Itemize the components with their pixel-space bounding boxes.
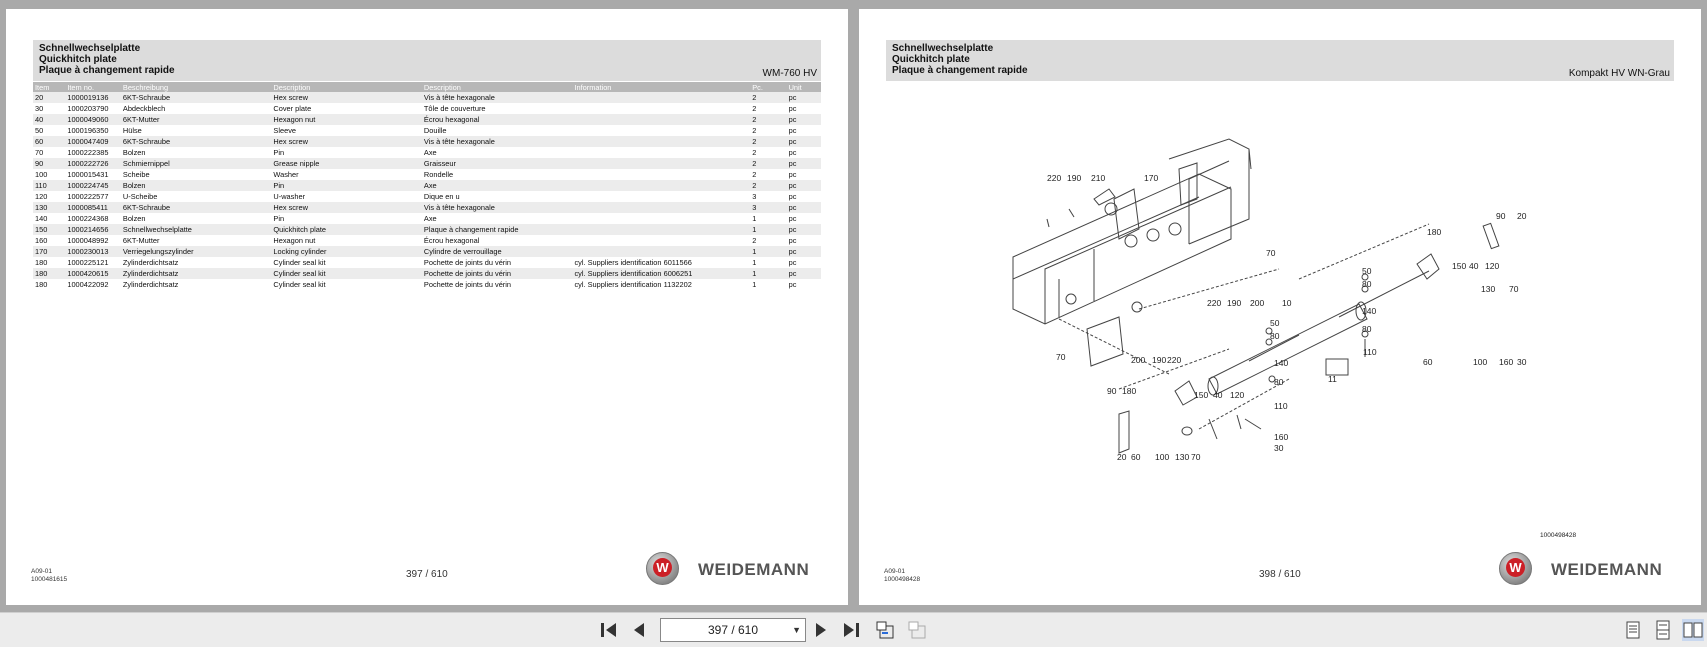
cell-item: 180 — [35, 258, 48, 267]
cell-pc: 2 — [750, 114, 786, 125]
cell-pc: 2 — [752, 126, 757, 135]
logo-emblem-icon: W — [1499, 552, 1532, 585]
table-row — [33, 235, 821, 246]
cell-beschreibung: 6KT-Schraube — [121, 136, 272, 147]
callout-label: 100 — [1155, 452, 1170, 462]
table-row — [33, 268, 821, 279]
cell-item: 110 — [33, 180, 65, 191]
cell-information — [572, 103, 750, 114]
table-row — [33, 136, 821, 147]
cell-description-fr: Axe — [422, 180, 573, 191]
cell-pc: 2 — [750, 180, 786, 191]
cell-description-fr: Vis à tête hexagonale — [422, 92, 573, 103]
back-view-icon — [875, 619, 897, 641]
callout-label: 70 — [1056, 352, 1066, 362]
cell-description-fr: Axe — [423, 148, 437, 157]
cell-unit: pc — [787, 246, 821, 257]
cell-unit: pc — [787, 224, 821, 235]
cell-information: cyl. Suppliers identification 1132202 — [574, 280, 692, 289]
cell-unit: pc — [787, 92, 821, 103]
callout-label: 110 — [1363, 347, 1377, 357]
cell-description-en: Hexagon nut — [273, 236, 316, 245]
col-description-en: Description — [271, 82, 422, 92]
cell-information — [572, 213, 750, 224]
callout-label: 150 — [1194, 390, 1209, 400]
cell-item-no: 1000203790 — [67, 104, 109, 113]
chevron-down-icon[interactable]: ▼ — [792, 625, 801, 635]
footer-code: A09-01 — [31, 568, 52, 575]
cell-pc: 1 — [750, 246, 786, 257]
cell-description-fr: Plaque à changement rapide — [422, 224, 573, 235]
col-information: Information — [572, 82, 750, 92]
cell-unit: pc — [788, 126, 797, 135]
cell-item: 100 — [35, 170, 48, 179]
cell-description-en: Cylinder seal kit — [273, 280, 326, 289]
callout-label: 220 — [1167, 355, 1182, 365]
last-page-button[interactable] — [840, 619, 862, 641]
cell-unit: pc — [788, 148, 797, 157]
table-row — [33, 191, 821, 202]
cell-information — [572, 235, 750, 246]
table-row — [33, 169, 821, 180]
callout-label: 50 — [1270, 318, 1280, 328]
exploded-parts-diagram — [999, 129, 1527, 519]
cell-item-no: 1000222577 — [67, 192, 109, 201]
cell-item: 60 — [33, 136, 65, 147]
cell-item: 180 — [33, 268, 65, 279]
forward-view-button[interactable] — [907, 619, 929, 641]
callout-label: 130 — [1481, 284, 1496, 294]
callout-label: 80 — [1362, 279, 1372, 289]
cell-item-no: 1000224745 — [65, 180, 121, 191]
first-page-button[interactable] — [598, 619, 620, 641]
cell-item-no: 1000049060 — [65, 114, 121, 125]
previous-page-icon — [628, 619, 650, 641]
callout-label: 40 — [1469, 261, 1479, 271]
cell-beschreibung: Bolzen — [122, 148, 146, 157]
cell-item: 160 — [35, 236, 48, 245]
cell-item-no: 1000225121 — [67, 258, 109, 267]
callout-label: 160 — [1499, 357, 1514, 367]
table-row — [33, 125, 821, 136]
callout-label: 190 — [1067, 173, 1082, 183]
cell-item: 90 — [33, 158, 65, 169]
callout-label: 210 — [1091, 173, 1106, 183]
cell-description-fr: Vis à tête hexagonale — [422, 202, 573, 213]
cell-item-no: 1000019136 — [65, 92, 121, 103]
cell-information — [572, 125, 750, 136]
logo-emblem-icon: W — [646, 552, 679, 585]
cell-unit: pc — [787, 202, 821, 213]
cell-information — [572, 191, 750, 202]
cell-item-no: 1000085411 — [65, 202, 121, 213]
cell-description-fr: Pochette de joints du vérin — [423, 280, 512, 289]
cell-beschreibung: 6KT-Mutter — [122, 236, 160, 245]
previous-page-button[interactable] — [628, 619, 650, 641]
callout-label: 90 — [1107, 386, 1117, 396]
cell-pc: 2 — [750, 92, 786, 103]
callout-label: 140 — [1362, 306, 1377, 316]
cell-description-en: Quickhitch plate — [271, 224, 422, 235]
cell-description-en: Pin — [273, 148, 285, 157]
callout-label: 60 — [1131, 452, 1141, 462]
cell-item-no: 1000422092 — [67, 280, 109, 289]
cell-item: 150 — [33, 224, 65, 235]
cell-pc: 1 — [752, 258, 757, 267]
table-row — [33, 147, 821, 158]
logo-text: WEIDEMANN — [1551, 560, 1663, 579]
cell-information — [572, 180, 750, 191]
cell-description-fr: Graisseur — [422, 158, 573, 169]
cell-information — [572, 147, 750, 158]
cell-information — [572, 158, 750, 169]
cell-beschreibung: Verriegelungszylinder — [121, 246, 272, 257]
table-row — [33, 158, 821, 169]
callout-label: 200 — [1250, 298, 1265, 308]
two-page-view-button[interactable] — [1682, 619, 1704, 641]
cell-unit: pc — [787, 158, 821, 169]
callout-label: 80 — [1274, 377, 1284, 387]
continuous-page-icon — [1652, 619, 1674, 641]
cell-pc: 3 — [752, 192, 757, 201]
cell-unit: pc — [788, 258, 797, 267]
cell-unit: pc — [788, 170, 797, 179]
table-row — [33, 202, 821, 213]
cell-pc: 2 — [750, 136, 786, 147]
title-de: Schnellwechselplatte — [39, 43, 141, 54]
parts-table-body — [33, 92, 821, 290]
table-row — [33, 246, 821, 257]
cell-item-no: 1000214656 — [65, 224, 121, 235]
cell-beschreibung: Zylinderdichtsatz — [122, 280, 179, 289]
right-page — [859, 9, 1701, 605]
cell-unit: pc — [787, 136, 821, 147]
callout-label: 150 — [1452, 261, 1467, 271]
page-number: 397 / 610 — [406, 569, 448, 580]
diagram-drawing — [1013, 139, 1499, 453]
callout-label: 80 — [1270, 331, 1280, 341]
cell-description-fr: Douille — [423, 126, 447, 135]
col-description-fr: Description — [422, 82, 573, 92]
cell-pc: 3 — [750, 202, 786, 213]
left-page — [6, 9, 848, 605]
page-number: 398 / 610 — [1259, 569, 1301, 580]
cell-unit: pc — [787, 268, 821, 279]
back-view-button[interactable] — [875, 619, 897, 641]
table-header-row — [33, 82, 821, 92]
cell-description-en: Hex screw — [271, 136, 422, 147]
callout-label: 80 — [1362, 324, 1372, 334]
callout-label: 170 — [1144, 173, 1159, 183]
cell-description-fr: Pochette de joints du vérin — [422, 268, 573, 279]
cell-unit: pc — [788, 280, 797, 289]
callout-label: 90 — [1496, 211, 1506, 221]
cell-description-en: Cylinder seal kit — [273, 258, 326, 267]
cell-item-no: 1000222726 — [65, 158, 121, 169]
cell-description-en: Cylinder seal kit — [271, 268, 422, 279]
cell-description-fr: Pochette de joints du vérin — [423, 258, 512, 267]
footer-code: A09-01 — [884, 568, 905, 575]
table-row — [33, 92, 821, 103]
cell-information — [572, 114, 750, 125]
cell-information — [572, 136, 750, 147]
callout-label: 70 — [1191, 452, 1201, 462]
cell-pc: 1 — [752, 280, 757, 289]
table-row — [33, 180, 821, 191]
col-beschreibung: Beschreibung — [121, 82, 272, 92]
cell-beschreibung: Bolzen — [121, 180, 272, 191]
cell-description-en: Pin — [271, 180, 422, 191]
title-en: Quickhitch plate — [39, 54, 117, 65]
callout-label: 70 — [1509, 284, 1519, 294]
cell-item: 120 — [35, 192, 48, 201]
cell-information — [572, 92, 750, 103]
cell-item-no: 1000230013 — [65, 246, 121, 257]
cell-item: 140 — [35, 214, 48, 223]
cell-item-no: 1000047409 — [65, 136, 121, 147]
cell-item: 70 — [35, 148, 44, 157]
callout-label: 110 — [1274, 401, 1288, 411]
cell-beschreibung: 6KT-Schraube — [121, 202, 272, 213]
cell-information — [572, 169, 750, 180]
page-number-value: 397 / 610 — [707, 623, 759, 637]
cell-description-fr: Écrou hexagonal — [422, 114, 573, 125]
cell-unit: pc — [788, 192, 797, 201]
model-name: WM-760 HV — [762, 68, 817, 79]
callout-label: 100 — [1473, 357, 1488, 367]
callout-label: 160 — [1274, 432, 1289, 442]
cell-beschreibung: Bolzen — [122, 214, 146, 223]
cell-pc: 1 — [750, 224, 786, 235]
callout-label: 10 — [1282, 298, 1292, 308]
callout-label: 20 — [1117, 452, 1127, 462]
continuous-page-view-button[interactable] — [1652, 619, 1674, 641]
table-row — [33, 213, 821, 224]
callout-label: 20 — [1517, 211, 1527, 221]
cell-beschreibung: 6KT-Mutter — [121, 114, 272, 125]
model-name: Kompakt HV WN-Grau — [1568, 68, 1670, 79]
cell-beschreibung: Hülse — [122, 126, 142, 135]
cell-description-en: Hexagon nut — [271, 114, 422, 125]
callout-label: 60 — [1423, 357, 1433, 367]
title-fr: Plaque à changement rapide — [39, 65, 175, 76]
col-pc: Pc. — [750, 82, 786, 92]
cell-information — [572, 202, 750, 213]
drawing-number: 1000498428 — [1540, 532, 1577, 539]
callout-label: 120 — [1230, 390, 1245, 400]
cell-item: 20 — [33, 92, 65, 103]
title-fr: Plaque à changement rapide — [892, 65, 1028, 76]
cell-item: 30 — [35, 104, 44, 113]
callout-label: 30 — [1517, 357, 1527, 367]
cell-item: 50 — [35, 126, 44, 135]
cell-beschreibung: Zylinderdichtsatz — [122, 258, 179, 267]
right-header — [886, 40, 1674, 81]
callout-label: 40 — [1213, 390, 1223, 400]
cell-pc: 2 — [752, 170, 757, 179]
cell-pc: 2 — [752, 104, 757, 113]
cell-beschreibung: Zylinderdichtsatz — [121, 268, 272, 279]
table-row — [33, 114, 821, 125]
title-en: Quickhitch plate — [892, 54, 970, 65]
cell-pc: 2 — [752, 148, 757, 157]
table-row — [33, 103, 821, 114]
title-de: Schnellwechselplatte — [892, 43, 994, 54]
cell-description-fr: Rondelle — [423, 170, 454, 179]
cell-description-en: Cover plate — [273, 104, 312, 113]
cell-description-fr: Dique en u — [423, 192, 460, 201]
cell-description-en: Grease nipple — [271, 158, 422, 169]
cell-item: 180 — [35, 280, 48, 289]
cell-beschreibung: 6KT-Schraube — [121, 92, 272, 103]
cell-description-en: Hex screw — [271, 92, 422, 103]
callout-label: 140 — [1274, 358, 1289, 368]
page-number-input[interactable] — [660, 618, 806, 642]
cell-description-fr: Axe — [423, 214, 437, 223]
cell-pc: 2 — [750, 158, 786, 169]
cell-unit: pc — [787, 180, 821, 191]
cell-description-fr: Écrou hexagonal — [423, 236, 480, 245]
cell-item-no: 1000222385 — [67, 148, 109, 157]
cell-beschreibung: Abdeckblech — [122, 104, 166, 113]
callout-label: 190 — [1227, 298, 1242, 308]
left-header — [33, 40, 821, 81]
footer-doc-number: 1000481615 — [31, 576, 68, 583]
cell-description-en: Pin — [273, 214, 285, 223]
table-row — [33, 257, 821, 268]
cell-information: cyl. Suppliers identification 6006251 — [572, 268, 750, 279]
cell-unit: pc — [787, 114, 821, 125]
cell-information — [572, 224, 750, 235]
cell-description-fr: Vis à tête hexagonale — [422, 136, 573, 147]
cell-item-no: 1000196350 — [67, 126, 109, 135]
cell-beschreibung: U-Scheibe — [122, 192, 158, 201]
callout-label: 190 — [1152, 355, 1167, 365]
cell-description-fr: Tôle de couverture — [423, 104, 486, 113]
parts-table — [33, 82, 821, 290]
callout-label: 130 — [1175, 452, 1190, 462]
cell-item-no: 1000224368 — [67, 214, 109, 223]
cell-item-no: 1000015431 — [67, 170, 109, 179]
next-page-button[interactable] — [810, 619, 832, 641]
cell-beschreibung: Schnellwechselplatte — [121, 224, 272, 235]
first-page-icon — [598, 619, 620, 641]
last-page-icon — [840, 619, 862, 641]
cell-description-en: U-washer — [273, 192, 306, 201]
col-item-no: Item no. — [65, 82, 121, 92]
callout-label: 70 — [1266, 248, 1276, 258]
cell-description-en: Locking cylinder — [271, 246, 422, 257]
callout-label: 120 — [1485, 261, 1500, 271]
cell-description-en: Hex screw — [271, 202, 422, 213]
two-page-icon — [1682, 619, 1704, 641]
cell-description-en: Washer — [273, 170, 299, 179]
cell-description-fr: Cylindre de verrouillage — [422, 246, 573, 257]
callout-label: 220 — [1047, 173, 1062, 183]
single-page-icon — [1622, 619, 1644, 641]
weidemann-logo — [646, 552, 836, 588]
cell-unit: pc — [788, 214, 797, 223]
cell-beschreibung: Schmiernippel — [121, 158, 272, 169]
cell-unit: pc — [788, 236, 797, 245]
single-page-view-button[interactable] — [1622, 619, 1644, 641]
callout-label: 200 — [1131, 355, 1146, 365]
cell-pc: 1 — [752, 214, 757, 223]
callout-label: 11 — [1328, 374, 1337, 384]
cell-pc: 1 — [750, 268, 786, 279]
table-row — [33, 224, 821, 235]
col-item: Item — [33, 82, 65, 92]
viewer-toolbar — [0, 612, 1707, 647]
cell-item-no: 1000048992 — [67, 236, 109, 245]
cell-pc: 2 — [752, 236, 757, 245]
callout-label: 50 — [1362, 266, 1372, 276]
cell-item: 130 — [33, 202, 65, 213]
next-page-icon — [810, 619, 832, 641]
table-row — [33, 279, 821, 290]
cell-beschreibung: Scheibe — [122, 170, 150, 179]
logo-text: WEIDEMANN — [698, 560, 810, 579]
callout-label: 180 — [1122, 386, 1137, 396]
footer-doc-number: 1000498428 — [884, 576, 921, 583]
col-unit: Unit — [787, 82, 821, 92]
cell-item-no: 1000420615 — [65, 268, 121, 279]
callout-label: 180 — [1427, 227, 1442, 237]
cell-information — [572, 246, 750, 257]
callout-label: 220 — [1207, 298, 1222, 308]
callout-label: 30 — [1274, 443, 1284, 453]
cell-description-en: Sleeve — [273, 126, 297, 135]
weidemann-logo — [1499, 552, 1689, 588]
cell-unit: pc — [788, 104, 797, 113]
forward-view-icon — [907, 619, 929, 641]
cell-item: 170 — [33, 246, 65, 257]
cell-item: 40 — [33, 114, 65, 125]
cell-information: cyl. Suppliers identification 6011566 — [574, 258, 692, 267]
